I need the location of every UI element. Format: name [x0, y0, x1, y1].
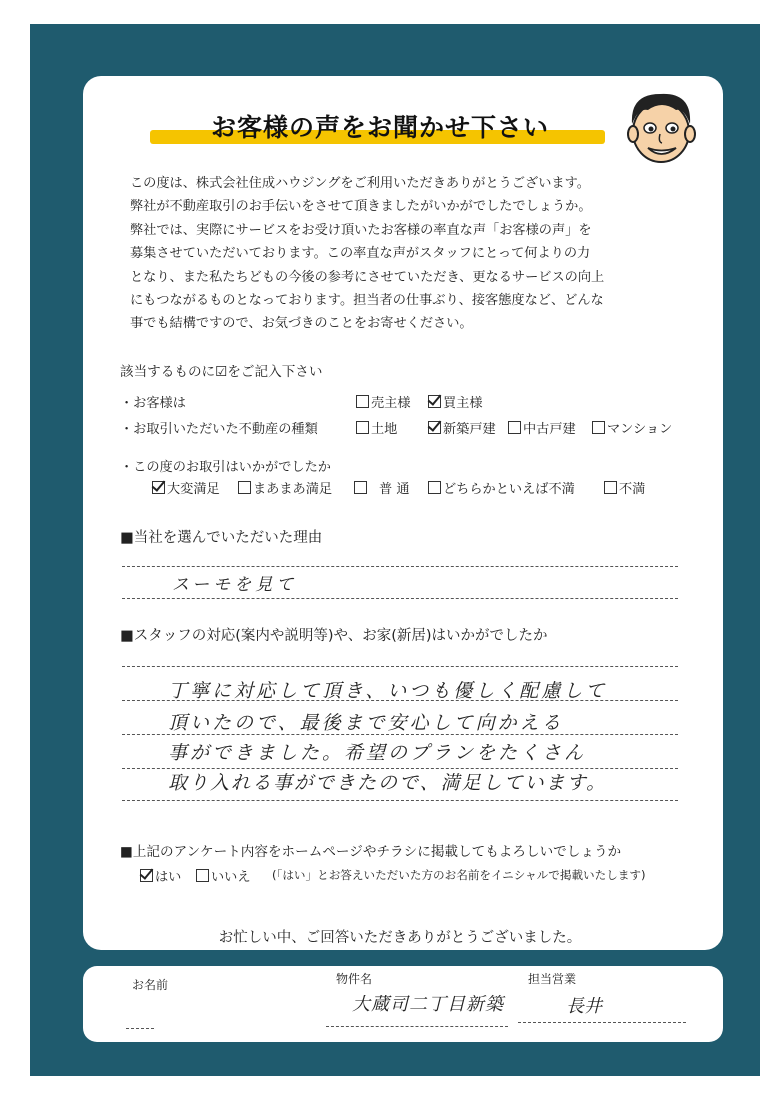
satisfaction-label: ・この度のお取引はいかがでしたか — [120, 460, 331, 475]
intro-line: 募集させていただいております。この率直な声がスタッフにとって何よりの力 — [130, 246, 591, 262]
staff-line — [518, 1022, 686, 1023]
staff-answer-line: 頂いたので、最後まで安心して向かえる — [168, 712, 564, 734]
answer-line — [122, 566, 678, 567]
property-label: 物件名 — [336, 972, 373, 986]
answer-line — [122, 666, 678, 667]
answer-line — [122, 598, 678, 599]
checkbox-box[interactable] — [592, 421, 605, 434]
intro-line: この度は、株式会社住成ハウジングをご利用いただきありがとうございます。 — [130, 176, 590, 191]
staff-answer-line: 丁寧に対応して頂き、いつも優しく配慮して — [168, 680, 608, 702]
publish-note: (「はい」とお答えいただいた方のお名前をイニシャルで掲載いたします) — [272, 868, 646, 882]
intro-line: 事でも結構ですので、お気づきのことをお寄せください。 — [130, 316, 473, 332]
staff-label: 担当営業 — [528, 972, 577, 986]
checklist-instruction: 該当するものに☑をご記入下さい — [120, 364, 323, 380]
checkbox-box[interactable] — [428, 481, 441, 494]
checkbox-used-house[interactable]: 中古戸建 — [508, 418, 576, 437]
checkbox-box[interactable] — [356, 421, 369, 434]
intro-line: 弊社では、実際にサービスをお受け頂いたお客様の率直な声「お客様の声」を — [130, 222, 592, 238]
name-label: お名前 — [132, 978, 169, 992]
checkbox-seller[interactable]: 売主様 — [356, 392, 411, 411]
staff-answer-line: 事ができました。希望のプランをたくさん — [168, 742, 587, 764]
checkbox-mansion[interactable]: マンション — [592, 418, 672, 437]
checkbox-box[interactable] — [356, 395, 369, 408]
intro-line: にもつながるものとなっております。担当者の仕事ぶり、接客態度など、どんな — [130, 293, 604, 309]
checkbox-box[interactable] — [238, 481, 251, 494]
checkbox-box[interactable] — [196, 869, 209, 882]
checkbox-box[interactable] — [152, 481, 165, 494]
checkbox-new-house[interactable]: 新築戸建 — [428, 418, 496, 437]
intro-line: 弊社が不動産取引のお手伝いをさせて頂きましたがいかがでしたでしょうか。 — [130, 199, 592, 215]
property-line — [326, 1026, 508, 1027]
checkbox-neutral[interactable]: 普 通 — [354, 478, 410, 497]
checkbox-box[interactable] — [140, 869, 153, 882]
checkbox-box[interactable] — [354, 481, 367, 494]
checkbox-box[interactable] — [604, 481, 617, 494]
smiling-man-face-icon — [618, 86, 702, 166]
property-value: 大蔵司二丁目新築 — [352, 994, 504, 1015]
checkbox-box[interactable] — [428, 421, 441, 434]
staff-heading: ■スタッフの対応(案内や説明等)や、お家(新居)はいかがでしたか — [120, 628, 548, 644]
checkbox-box[interactable] — [428, 395, 441, 408]
checkbox-fairly-satisfied[interactable]: まあまあ満足 — [238, 478, 332, 497]
staff-value: 長井 — [566, 996, 602, 1017]
checkbox-no[interactable]: いいえ — [196, 866, 251, 885]
staff-answer-line: 取り入れる事ができたので、満足しています。 — [168, 772, 608, 794]
reason-answer: スーモを見て — [172, 575, 298, 595]
checkbox-box[interactable] — [508, 421, 521, 434]
checkbox-buyer[interactable]: 買主様 — [428, 392, 483, 411]
name-line — [126, 1028, 154, 1029]
checkbox-yes[interactable]: はい — [140, 866, 181, 885]
page-title: お客様の声をお聞かせ下さい — [210, 113, 549, 142]
checkbox-somewhat-dissatisfied[interactable]: どちらかといえば不満 — [428, 478, 575, 497]
checkbox-very-satisfied[interactable]: 大変満足 — [152, 478, 220, 497]
publish-heading: ■上記のアンケート内容をホームページやチラシに掲載してもよろしいでしょうか — [120, 844, 622, 860]
closing-message: お忙しい中、ご回答いただきありがとうございました。 — [218, 930, 582, 946]
intro-line: となり、また私たちどもの今後の参考にさせていただき、更なるサービスの向上 — [130, 269, 605, 285]
property-type-label: ・お取引いただいた不動産の種類 — [120, 422, 318, 437]
intro-text — [130, 172, 690, 336]
answer-line — [122, 800, 678, 801]
customer-type-label: ・お客様は — [120, 396, 186, 411]
checkbox-land[interactable]: 土地 — [356, 418, 397, 437]
checkbox-dissatisfied[interactable]: 不満 — [604, 478, 645, 497]
reason-heading: ■当社を選んでいただいた理由 — [120, 530, 323, 546]
